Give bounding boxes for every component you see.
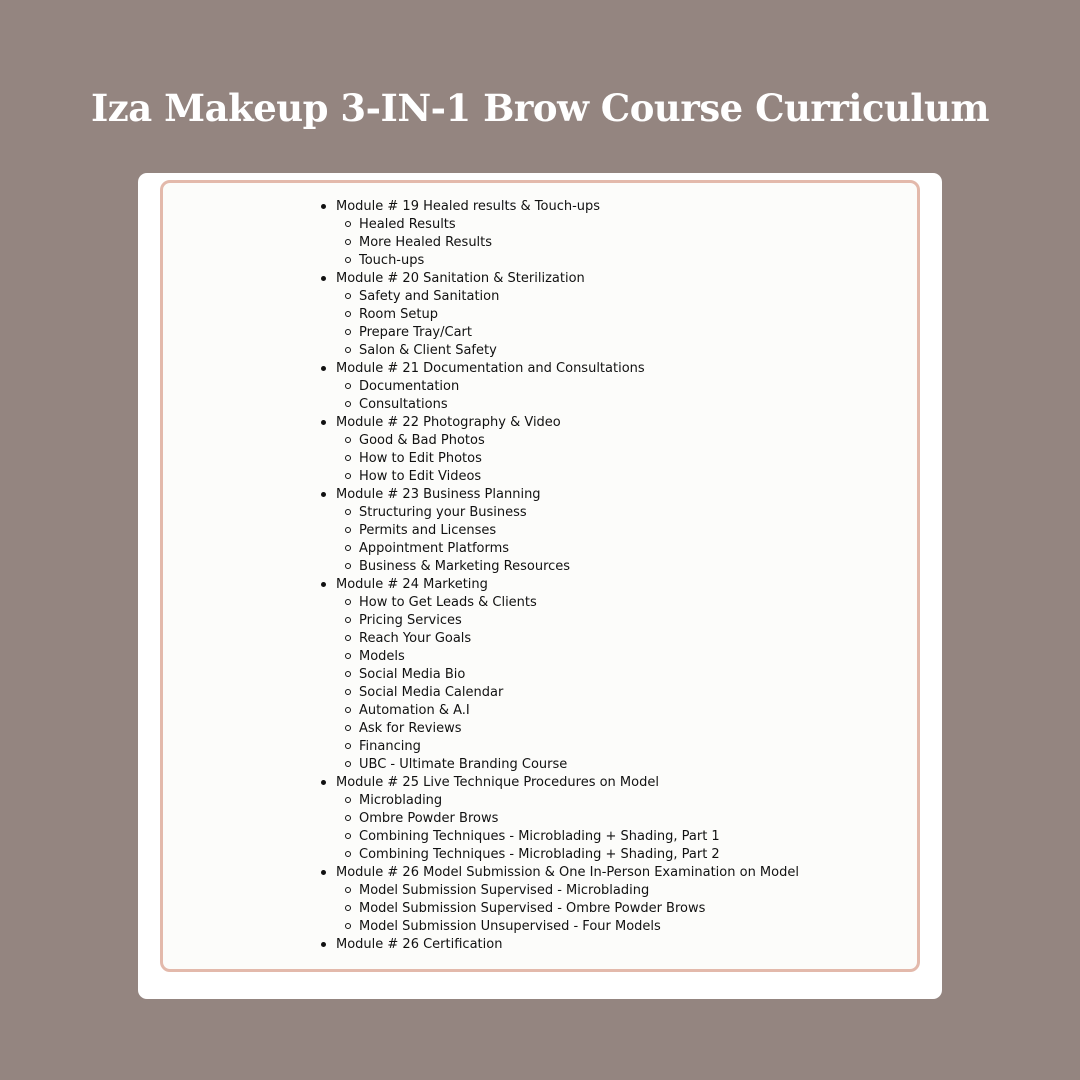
module-label: Module # 22 Photography & Video [336,414,799,432]
module-label: Module # 25 Live Technique Procedures on Model [336,774,799,792]
topic-item: Social Media Bio [359,666,799,684]
module-item [336,936,799,954]
module-item [336,360,799,414]
topic-item: Microblading [359,792,799,810]
topic-item: Appointment Platforms [359,540,799,558]
topic-item: Consultations [359,396,799,414]
topic-item: Safety and Sanitation [359,288,799,306]
topic-item: Documentation [359,378,799,396]
topic-item: Business & Marketing Resources [359,558,799,576]
topic-item: Combining Techniques - Microblading + Shading, Part 1 [359,828,799,846]
topic-list [336,882,799,936]
module-item [336,774,799,864]
module-item [336,486,799,576]
module-label: Module # 26 Model Submission & One In-Person Examination on Model [336,865,799,880]
topic-item: UBC - Ultimate Branding Course [359,756,799,774]
topic-item: Prepare Tray/Cart [359,324,799,342]
module-label: Module # 19 Healed results & Touch-ups [336,198,799,216]
module-label: Module # 23 Business Planning [336,486,799,504]
topic-item: Model Submission Supervised - Ombre Powder Brows [359,900,799,918]
topic-item: Model Submission Supervised - Microblading [359,882,799,900]
page-title: Iza Makeup 3-IN-1 Brow Course Curriculum [90,86,990,130]
topic-item: Healed Results [359,216,799,234]
topic-item: Salon & Client Safety [359,342,799,360]
topic-item: Touch-ups [359,252,799,270]
topic-item: How to Edit Photos [359,450,799,468]
topic-item: Reach Your Goals [359,630,799,648]
topic-item: Models [359,648,799,666]
module-list [336,198,799,954]
module-item [336,270,799,360]
topic-item: Pricing Services [359,612,799,630]
module-item [336,414,799,486]
topic-list [336,432,799,486]
topic-list [336,216,799,270]
topic-list [336,594,799,774]
topic-item: Room Setup [359,306,799,324]
topic-item: Ombre Powder Brows [359,810,799,828]
topic-item: Social Media Calendar [359,684,799,702]
module-label: Module # 20 Sanitation & Sterilization [336,270,799,288]
topic-item: Model Submission Unsupervised - Four Models [359,918,799,936]
topic-item: Structuring your Business [359,504,799,522]
module-item [336,198,799,270]
topic-item: Financing [359,738,799,756]
topic-item: Automation & A.I [359,702,799,720]
topic-item: How to Edit Videos [359,468,799,486]
module-label: Module # 26 Certification [336,936,799,954]
topic-item: Permits and Licenses [359,522,799,540]
module-label: Module # 24 Marketing [336,576,799,594]
topic-item: How to Get Leads & Clients [359,594,799,612]
topic-list [336,288,799,360]
module-label: Module # 21 Documentation and Consultations [336,360,799,378]
module-item [336,864,799,936]
topic-list [336,378,799,414]
topic-list [336,504,799,576]
topic-list [336,792,799,864]
topic-item: More Healed Results [359,234,799,252]
topic-item: Good & Bad Photos [359,432,799,450]
topic-item: Combining Techniques - Microblading + Shading, Part 2 [359,846,799,864]
module-item [336,576,799,774]
topic-item: Ask for Reviews [359,720,799,738]
